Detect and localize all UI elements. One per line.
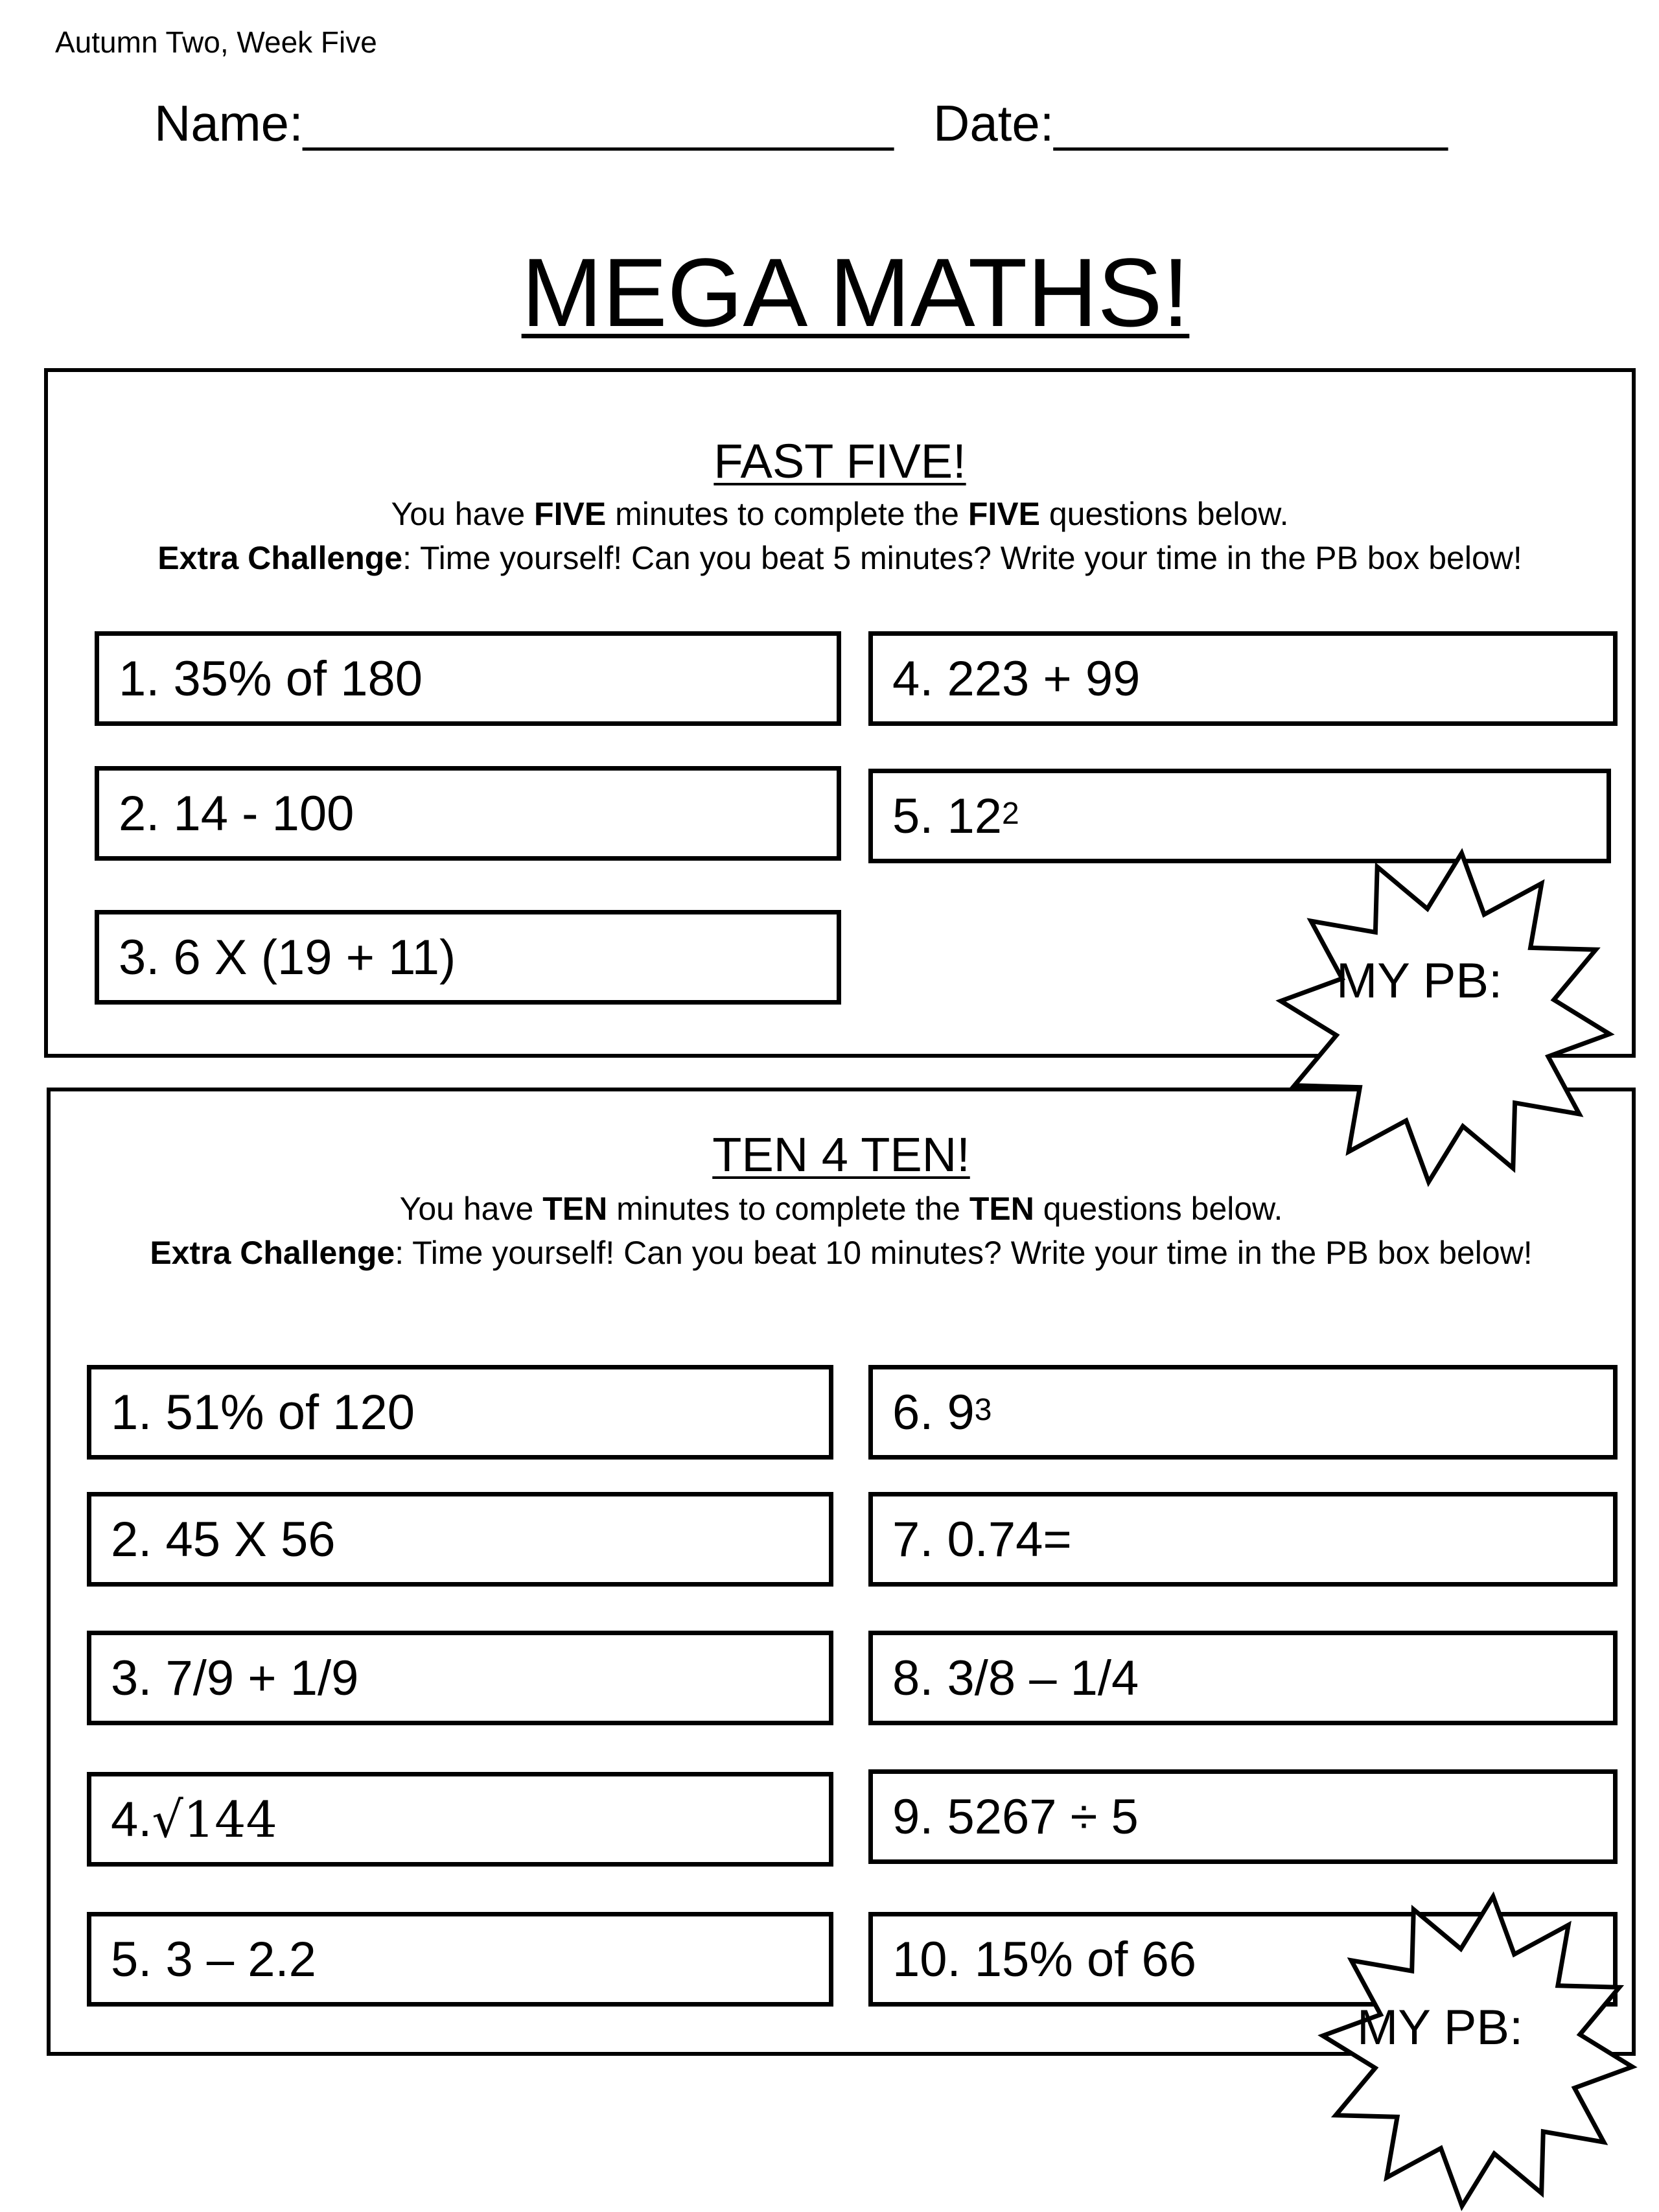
ten-4-ten-instructions — [51, 1190, 1632, 1228]
instruction-bold: TEN — [969, 1191, 1034, 1227]
exponent: 3 — [974, 1392, 992, 1427]
ten-question-9[interactable] — [868, 1769, 1618, 1864]
question-text: 4. 223 + 99 — [892, 651, 1141, 706]
challenge-text: : Time yourself! Can you beat 10 minutes? Write your time in the PB box below! — [395, 1235, 1533, 1271]
question-text: 5. 12 — [892, 788, 1003, 844]
ten-question-4[interactable] — [87, 1772, 833, 1867]
question-text: 5. 3 – 2.2 — [111, 1931, 316, 1987]
instruction-text: questions below. — [1039, 496, 1289, 532]
question-text: 9. 5267 ÷ 5 — [892, 1789, 1139, 1845]
challenge-label: Extra Challenge — [157, 540, 403, 576]
starburst-shape — [1281, 853, 1609, 1182]
question-text: 2. 45 X 56 — [111, 1511, 336, 1567]
instruction-text: You have — [391, 496, 535, 532]
fast-five-instructions — [48, 495, 1632, 533]
question-text: 4. — [111, 1791, 152, 1847]
ten-question-8[interactable] — [868, 1631, 1618, 1725]
fast-five-question-1[interactable] — [95, 631, 841, 726]
ten-question-7[interactable] — [868, 1492, 1618, 1587]
name-field[interactable]: Name:_____________________ — [154, 95, 894, 152]
question-text: 8. 3/8 – 1/4 — [892, 1650, 1139, 1706]
instruction-bold: TEN — [542, 1191, 608, 1227]
ten-question-5[interactable] — [87, 1912, 833, 2007]
question-text: 3. 6 X (19 + 11) — [119, 929, 456, 985]
fast-five-challenge — [48, 539, 1632, 577]
fast-five-question-2[interactable] — [95, 766, 841, 861]
question-text: 2. 14 - 100 — [119, 786, 354, 841]
instruction-text: You have — [399, 1191, 543, 1227]
challenge-text: : Time yourself! Can you beat 5 minutes? Write your time in the PB box below! — [402, 540, 1522, 576]
challenge-label: Extra Challenge — [150, 1235, 395, 1271]
ten-question-6[interactable] — [868, 1365, 1618, 1460]
fast-five-question-3[interactable] — [95, 910, 841, 1005]
ten-4-ten-challenge — [51, 1234, 1632, 1272]
question-text: 3. 7/9 + 1/9 — [111, 1650, 359, 1706]
question-text: 6. 9 — [892, 1384, 975, 1440]
fast-five-pb-label: MY PB: — [1336, 953, 1503, 1008]
instruction-text: minutes to complete the — [607, 1191, 969, 1227]
date-field[interactable]: Date:______________ — [933, 95, 1448, 152]
ten-4-ten-pb-label: MY PB: — [1357, 2000, 1524, 2055]
ten-question-3[interactable] — [87, 1631, 833, 1725]
instruction-text: minutes to complete the — [606, 496, 968, 532]
question-text: 7. 0.74= — [892, 1511, 1072, 1567]
worksheet-tag: Autumn Two, Week Five — [55, 25, 377, 59]
fast-five-question-4[interactable] — [868, 631, 1618, 726]
ten-question-2[interactable] — [87, 1492, 833, 1587]
page-title: MEGA MATHS! — [521, 238, 1190, 347]
instruction-bold: FIVE — [534, 496, 607, 532]
square-root-expression: √144 — [152, 1790, 277, 1848]
question-text: 1. 51% of 120 — [111, 1384, 415, 1440]
question-text: 10. 15% of 66 — [892, 1931, 1197, 1987]
fast-five-pb-starburst[interactable] — [1270, 843, 1620, 1193]
exponent: 2 — [1002, 796, 1019, 831]
question-text: 1. 35% of 180 — [119, 651, 423, 706]
instruction-text: questions below. — [1034, 1191, 1283, 1227]
ten-4-ten-title: TEN 4 TEN! — [712, 1128, 970, 1182]
fast-five-title: FAST FIVE! — [713, 434, 966, 488]
ten-question-1[interactable] — [87, 1365, 833, 1460]
instruction-bold: FIVE — [968, 496, 1040, 532]
